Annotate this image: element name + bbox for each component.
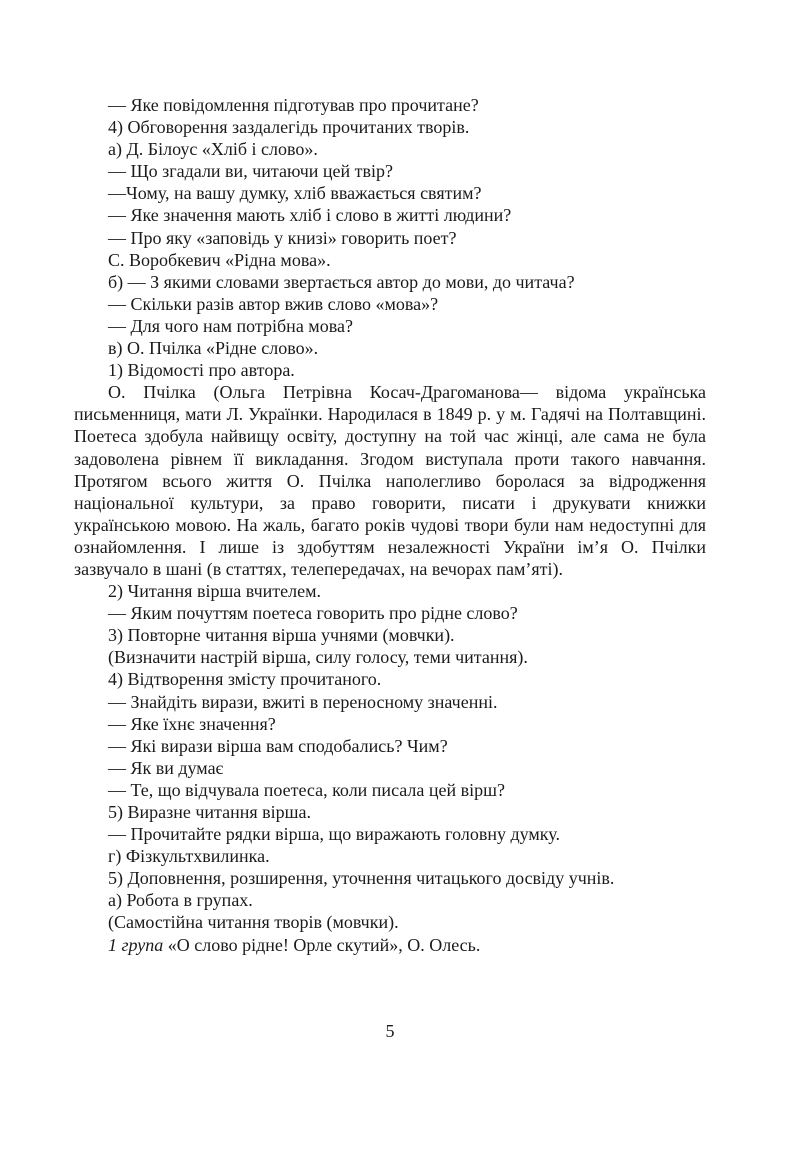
text-line: в) О. Пчілка «Рідне слово».	[108, 338, 319, 359]
text-line: 4) Обговорення заздалегідь прочитаних творів.	[108, 117, 470, 138]
section-5-paragraph: 5) Доповнення, розширення, уточнення читацького досвіду учнів.	[108, 868, 615, 889]
text-block-top	[74, 94, 706, 381]
text-line: — Скільки разів автор вжив слово «мова»?	[108, 293, 439, 314]
text-line: — Які вирази вірша вам сподобались? Чим?	[108, 735, 448, 756]
text-line: 2) Читання вірша вчителем.	[108, 581, 322, 602]
text-line: — Як ви думає	[108, 757, 224, 778]
text-line: — Для чого нам потрібна мова?	[108, 315, 353, 336]
text-line: 4) Відтворення змісту прочитаного.	[108, 669, 382, 690]
text-line: а) Робота в групах.	[108, 890, 253, 911]
text-line: — Те, що відчувала поетеса, коли писала цей вірш?	[108, 779, 506, 800]
text-line: 5) Виразне читання вірша.	[108, 802, 312, 822]
text-line: —Чому, на вашу думку, хліб вважається святим?	[108, 183, 482, 204]
text-block-bottom	[74, 889, 706, 955]
group-work-title: «О слово рідне! Орле скутий», О. Олесь.	[163, 934, 481, 955]
group-label: 1 група	[108, 934, 164, 955]
text-line: (Самостійна читання творів (мовчки).	[108, 912, 399, 933]
group-1-line	[74, 934, 706, 956]
text-line: 3) Повторне читання вірша учнями (мовчки).	[108, 625, 455, 646]
text-line: г) Фізкультхвилинка.	[108, 846, 270, 867]
text-line: — Яке повідомлення підготував про прочитане?	[108, 95, 479, 115]
text-line: — Прочитайте рядки вірша, що виражають головну думку.	[108, 824, 560, 845]
text-line: — Яким почуттям поетеса говорить про рідне слово?	[108, 603, 518, 624]
text-line: С. Воробкевич «Рідна мова».	[108, 249, 331, 270]
page-number: 5	[385, 1021, 395, 1041]
text-block-middle	[74, 580, 706, 867]
text-line: — Про яку «заповідь у книзі» говорить поет?	[108, 227, 457, 248]
text-line: б) — З якими словами звертається автор до мови, до читача?	[108, 271, 575, 292]
text-line: — Що згадали ви, читаючи цей твір?	[108, 161, 394, 182]
text-line: а) Д. Білоус «Хліб і слово».	[108, 139, 318, 160]
text-line: — Знайдіть вирази, вжиті в переносному значенні.	[108, 691, 498, 712]
author-bio-paragraph: О. Пчілка (Ольга Петрівна Косач-Драгоманова— відома українська письменниця, мати Л. Українки. Народилася в 1849 р. у м. Гадячі на Полтавщині. Поетеса здобула найвищу освіту, доступну на той час жінці, але сама не була задоволена рівнем її викладання. Згодом виступала проти такого навчання. Протягом всього життя О. Пчілка наполегливо боролася за відродження національної культури, за право говорити, писати і друкувати книжки українською мовою. На жаль, багато років чудові твори були нам недоступні для ознайомлення. І лише із здобуттям незалежності України ім’я О. Пчілки зазвучало в шані (в статтях, телепередачах, на вечорах пам’яті).	[74, 382, 706, 579]
text-line: (Визначити настрій вірша, силу голосу, теми читання).	[108, 647, 528, 668]
text-line: — Яке їхнє значення?	[108, 713, 276, 734]
text-line: — Яке значення мають хліб і слово в житті людини?	[108, 205, 512, 226]
text-line: 1) Відомості про автора.	[108, 360, 295, 381]
